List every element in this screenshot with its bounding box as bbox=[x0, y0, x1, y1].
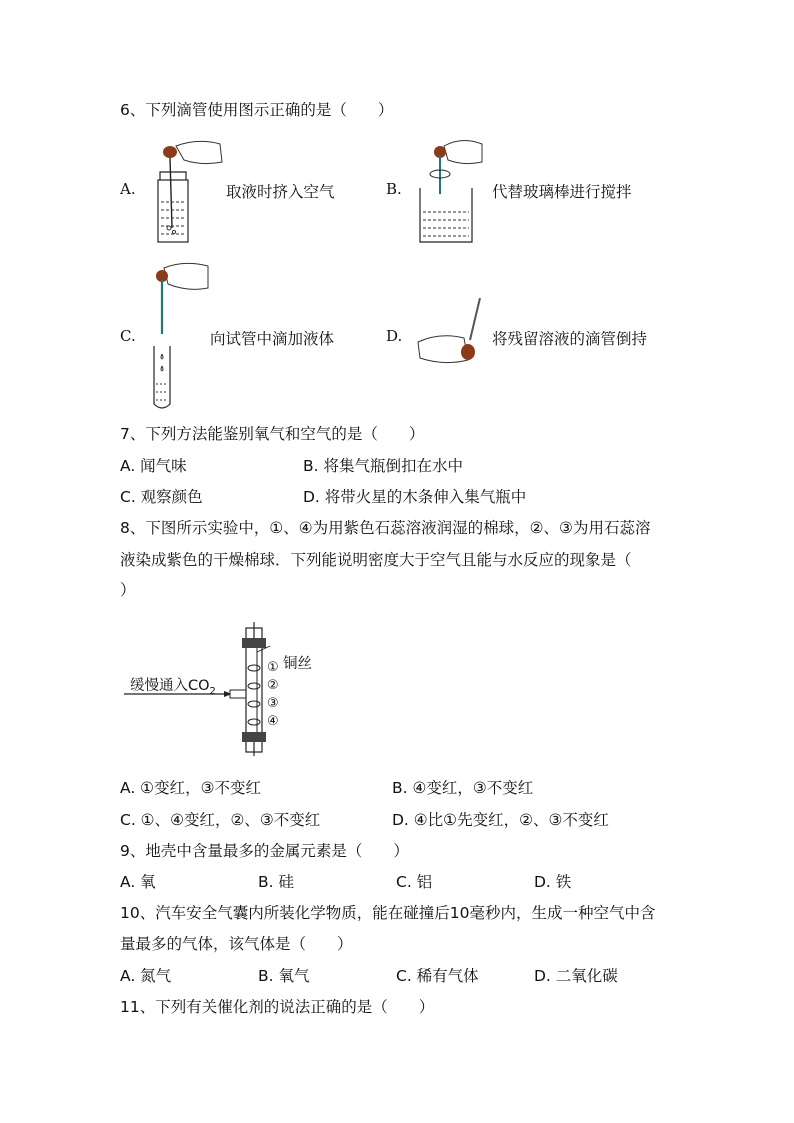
q9-option-b: B. 硅 bbox=[258, 873, 294, 891]
q6-option-d-caption: 将残留溶液的滴管倒持 bbox=[492, 330, 648, 348]
question-8-stem-line2: 液染成紫色的干燥棉球．下列能说明密度大于空气且能与水反应的现象是（ bbox=[120, 551, 632, 569]
q8-option-b: B. ④变红，③不变红 bbox=[392, 779, 534, 797]
q6-option-b-image bbox=[414, 138, 490, 246]
question-7-stem: 7、下列方法能鉴别氧气和空气的是（ ） bbox=[120, 425, 425, 443]
q6-option-c-image bbox=[150, 262, 212, 412]
q6-option-c-caption: 向试管中滴加液体 bbox=[210, 330, 335, 348]
q6-option-d-letter: D. bbox=[386, 327, 403, 345]
q8-option-c: C. ①、④变红，②、③不变红 bbox=[120, 811, 321, 829]
q6-option-d-image bbox=[414, 294, 494, 370]
q8-ball-label-2: ② bbox=[267, 678, 279, 693]
question-8-stem-line3: ） bbox=[120, 581, 136, 599]
q8-copper-wire-label: 铜丝 bbox=[283, 656, 312, 672]
question-9-stem: 9、地壳中含量最多的金属元素是（ ） bbox=[120, 842, 409, 860]
question-11-stem: 11、下列有关催化剂的说法正确的是（ ） bbox=[120, 998, 435, 1016]
q9-option-c: C. 铝 bbox=[396, 873, 433, 891]
q6-option-b-caption: 代替玻璃棒进行搅拌 bbox=[492, 183, 632, 201]
q10-option-b: B. 氧气 bbox=[258, 967, 310, 985]
question-10-stem-line2: 量最多的气体，该气体是（ ） bbox=[120, 935, 353, 953]
q6-option-a-image bbox=[148, 140, 226, 246]
q8-ball-label-4: ④ bbox=[267, 714, 279, 729]
q9-option-a: A. 氧 bbox=[120, 873, 156, 891]
question-10-stem-line1: 10、汽车安全气囊内所装化学物质，能在碰撞后10毫秒内，生成一种空气中含 bbox=[120, 904, 656, 922]
q6-option-b-letter: B. bbox=[386, 180, 402, 198]
q8-ball-label-1: ① bbox=[267, 660, 279, 675]
q10-option-c: C. 稀有气体 bbox=[396, 967, 479, 985]
q7-option-b: B. 将集气瓶倒扣在水中 bbox=[303, 457, 463, 475]
q10-option-a: A. 氮气 bbox=[120, 967, 172, 985]
question-8-stem-line1: 8、下图所示实验中，①、④为用紫色石蕊溶液润湿的棉球，②、③为用石蕊溶 bbox=[120, 519, 651, 537]
q6-option-a-caption: 取液时挤入空气 bbox=[226, 183, 335, 201]
question-6-stem: 6、下列滴管使用图示正确的是（ ） bbox=[120, 101, 394, 119]
q8-option-d: D. ④比①先变红，②、③不变红 bbox=[392, 811, 609, 829]
q7-option-c: C. 观察颜色 bbox=[120, 488, 203, 506]
q8-ball-label-3: ③ bbox=[267, 696, 279, 711]
q8-inlet-label: 缓慢通入$CO_2$ bbox=[130, 678, 216, 697]
q9-option-d: D. 铁 bbox=[534, 873, 572, 891]
q10-option-d: D. 二氧化碳 bbox=[534, 967, 618, 985]
q6-option-a-letter: A. bbox=[120, 180, 136, 198]
q7-option-a: A. 闻气味 bbox=[120, 457, 187, 475]
q7-option-d: D. 将带火星的木条伸入集气瓶中 bbox=[303, 488, 527, 506]
q8-option-a: A. ①变红，③不变红 bbox=[120, 779, 261, 797]
q6-option-c-letter: C. bbox=[120, 327, 136, 345]
